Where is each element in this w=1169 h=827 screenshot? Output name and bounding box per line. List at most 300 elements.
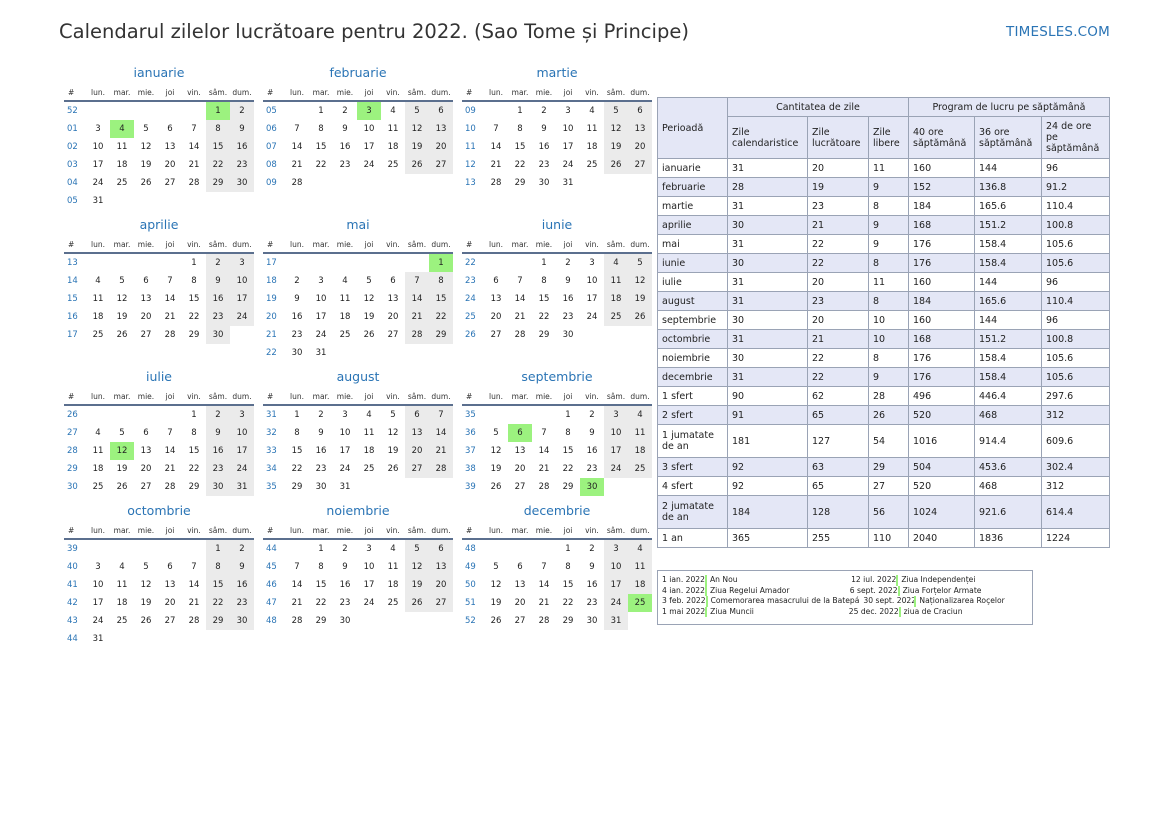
day-cell: [134, 192, 158, 210]
value-cell: 160: [909, 159, 975, 178]
week-number: 28: [67, 446, 78, 456]
value-cell: 9: [869, 178, 909, 197]
month-grid: [462, 236, 652, 344]
day-cell: [429, 612, 453, 630]
summary-row: [658, 311, 1110, 330]
weekday-header: sâm.: [405, 84, 429, 102]
week-number: 13: [67, 258, 78, 268]
week-number: 48: [266, 616, 277, 626]
value-cell: 22: [808, 368, 869, 387]
weekday-header: joi: [556, 388, 580, 406]
value-cell: 151.2: [975, 216, 1042, 235]
day-cell: 4: [366, 410, 372, 420]
weekday-header: lun.: [86, 388, 110, 406]
month-grid: [263, 236, 453, 362]
day-cell: [333, 174, 357, 192]
week-number-header: #: [263, 388, 285, 406]
day-cell: 18: [92, 312, 104, 322]
value-cell: 20: [808, 273, 869, 292]
summary-row: [658, 349, 1110, 368]
value-cell: 1836: [975, 529, 1042, 548]
day-cell: [158, 406, 182, 424]
day-cell: 30: [206, 326, 230, 344]
day-cell: 17: [604, 442, 628, 460]
day-cell: 6: [167, 124, 173, 134]
day-cell: 29: [188, 482, 200, 492]
day-cell: 14: [164, 446, 176, 456]
period-cell: 2 sfert: [658, 406, 728, 425]
value-cell: 20: [808, 311, 869, 330]
day-cell: 22: [538, 312, 550, 322]
week-number-header: #: [64, 236, 86, 254]
value-cell: 91: [728, 406, 808, 425]
day-cell: [110, 192, 134, 210]
day-cell: 15: [429, 290, 453, 308]
weekday-header: vin.: [381, 236, 405, 254]
month-calendar: [462, 217, 652, 344]
month-name: noiembrie: [326, 503, 390, 518]
value-cell: 158.4: [975, 254, 1042, 273]
day-cell: 3: [95, 124, 101, 134]
day-cell: 17: [363, 580, 375, 590]
day-cell: 8: [191, 276, 197, 286]
days-group-header: Cantitatea de zile: [728, 98, 909, 117]
day-cell: 2: [589, 544, 595, 554]
hours-group-header: Program de lucru pe săptămână: [909, 98, 1110, 117]
day-cell: 16: [206, 442, 230, 460]
value-cell: 28: [869, 387, 909, 406]
day-cell: 19: [628, 290, 652, 308]
day-cell: 24: [363, 160, 375, 170]
day-cell: 7: [405, 272, 429, 290]
day-cell: 26: [490, 482, 502, 492]
day-cell: 2: [230, 102, 254, 120]
day-cell: 2: [342, 106, 348, 116]
value-cell: 30: [728, 349, 808, 368]
weekday-header: mie.: [134, 84, 158, 102]
day-cell: [532, 540, 556, 558]
weekday-header: sâm.: [604, 522, 628, 540]
day-cell: 8: [429, 272, 453, 290]
day-cell: 26: [116, 330, 128, 340]
day-cell: [230, 630, 254, 648]
period-cell: martie: [658, 197, 728, 216]
holiday-name: Comemorarea masacrului de la Batepá: [706, 596, 860, 607]
day-cell: 2: [294, 276, 300, 286]
value-cell: 31: [728, 235, 808, 254]
day-cell: 29: [562, 482, 574, 492]
day-cell: 8: [517, 124, 523, 134]
day-cell: 14: [291, 142, 303, 152]
day-cell: 13: [490, 294, 502, 304]
day-cell: 2: [206, 406, 230, 424]
day-cell: 23: [230, 594, 254, 612]
legend-row: [662, 586, 1028, 597]
day-cell: 19: [405, 576, 429, 594]
week-number-header: #: [462, 236, 484, 254]
value-cell: 11: [869, 273, 909, 292]
day-cell: 6: [493, 276, 499, 286]
day-cell: 8: [191, 428, 197, 438]
weekday-header: mie.: [532, 84, 556, 102]
value-cell: 62: [808, 387, 869, 406]
weekday-header: joi: [158, 236, 182, 254]
day-cell: [86, 254, 110, 272]
month-calendar: [64, 217, 254, 344]
day-cell: [285, 254, 309, 272]
weekday-header: vin.: [381, 84, 405, 102]
value-cell: 21: [808, 216, 869, 235]
value-cell: 520: [909, 477, 975, 496]
day-cell: 16: [339, 580, 351, 590]
day-cell: 4: [589, 106, 595, 116]
value-cell: 105.6: [1042, 349, 1110, 368]
week-number: 02: [67, 142, 78, 152]
day-cell: 24: [230, 308, 254, 326]
month-calendar: [263, 503, 453, 630]
month-calendar: [263, 369, 453, 496]
value-cell: 160: [909, 273, 975, 292]
weekday-header: joi: [357, 388, 381, 406]
month-grid: [462, 84, 652, 192]
value-cell: 151.2: [975, 330, 1042, 349]
day-cell: 28: [429, 460, 453, 478]
day-cell: 20: [628, 138, 652, 156]
day-cell: [333, 254, 357, 272]
day-cell: [206, 192, 230, 210]
day-cell: 12: [405, 558, 429, 576]
day-cell: 4: [390, 106, 396, 116]
day-cell: [357, 254, 381, 272]
value-cell: 8: [869, 197, 909, 216]
value-cell: 128: [808, 496, 869, 529]
day-cell: 12: [110, 442, 134, 460]
weekday-header: mar.: [309, 84, 333, 102]
holiday-date: 25 dec. 2022: [848, 606, 899, 616]
value-cell: 96: [1042, 311, 1110, 330]
day-cell: 4: [119, 562, 125, 572]
weekday-header: dum.: [230, 236, 254, 254]
day-cell: 6: [143, 276, 149, 286]
value-cell: 914.4: [975, 425, 1042, 458]
summary-row: [658, 216, 1110, 235]
day-cell: [580, 326, 604, 344]
day-cell: 11: [387, 562, 399, 572]
period-cell: august: [658, 292, 728, 311]
weekday-header: sâm.: [206, 522, 230, 540]
day-cell: 25: [363, 464, 375, 474]
day-cell: 29: [315, 616, 327, 626]
value-cell: 105.6: [1042, 235, 1110, 254]
week-number: 18: [266, 276, 277, 286]
day-cell: 24: [230, 460, 254, 478]
day-cell: 16: [339, 142, 351, 152]
day-cell: 8: [294, 428, 300, 438]
week-number: 05: [266, 106, 277, 116]
value-cell: 30: [728, 216, 808, 235]
day-cell: [110, 406, 134, 424]
weekday-header: vin.: [580, 388, 604, 406]
weekday-header: vin.: [381, 522, 405, 540]
weekday-header: dum.: [230, 388, 254, 406]
summary-row: [658, 387, 1110, 406]
value-cell: 312: [1042, 406, 1110, 425]
day-cell: 1: [206, 540, 230, 558]
day-cell: 22: [188, 312, 200, 322]
week-number: 44: [266, 544, 277, 554]
day-cell: [484, 540, 508, 558]
day-cell: 12: [604, 120, 628, 138]
day-cell: [508, 406, 532, 424]
day-cell: 7: [541, 428, 547, 438]
value-cell: 30: [728, 311, 808, 330]
day-cell: 31: [92, 634, 104, 644]
value-cell: 1224: [1042, 529, 1110, 548]
day-cell: 20: [429, 138, 453, 156]
summary-table: [657, 97, 1110, 548]
day-cell: 8: [565, 562, 571, 572]
month-calendar: [64, 503, 254, 648]
day-cell: 10: [92, 142, 104, 152]
period-cell: 4 sfert: [658, 477, 728, 496]
day-cell: [405, 254, 429, 272]
day-cell: 19: [490, 464, 502, 474]
weekday-header: mie.: [333, 522, 357, 540]
week-number-header: #: [462, 388, 484, 406]
value-cell: 31: [728, 292, 808, 311]
weekday-header: dum.: [230, 84, 254, 102]
weekday-header: dum.: [429, 84, 453, 102]
day-cell: 31: [92, 196, 104, 206]
value-cell: 10: [869, 311, 909, 330]
weekday-header: lun.: [285, 522, 309, 540]
day-cell: 2: [541, 106, 547, 116]
day-cell: 19: [363, 312, 375, 322]
day-cell: 17: [315, 312, 327, 322]
day-cell: 12: [490, 446, 502, 456]
day-cell: 24: [92, 616, 104, 626]
day-cell: [110, 254, 134, 272]
day-cell: [158, 192, 182, 210]
value-cell: 56: [869, 496, 909, 529]
day-cell: 13: [164, 580, 176, 590]
summary-row: [658, 458, 1110, 477]
day-cell: 3: [95, 562, 101, 572]
day-cell: 19: [140, 598, 152, 608]
day-cell: 30: [562, 330, 574, 340]
day-cell: 13: [628, 120, 652, 138]
week-number: 41: [67, 580, 78, 590]
day-cell: 7: [294, 124, 300, 134]
value-cell: 92: [728, 458, 808, 477]
day-cell: 25: [116, 616, 128, 626]
day-cell: [158, 540, 182, 558]
day-cell: [309, 174, 333, 192]
day-cell: 7: [517, 276, 523, 286]
day-cell: 11: [363, 428, 375, 438]
day-cell: 5: [143, 124, 149, 134]
weekday-header: vin.: [580, 84, 604, 102]
day-cell: 15: [514, 142, 526, 152]
weekday-header: lun.: [285, 236, 309, 254]
day-cell: 31: [604, 612, 628, 630]
legend-row: [662, 575, 1028, 586]
day-cell: 11: [604, 272, 628, 290]
weekday-header: mie.: [532, 522, 556, 540]
period-cell: septembrie: [658, 311, 728, 330]
weekday-header: dum.: [628, 84, 652, 102]
day-cell: 27: [140, 482, 152, 492]
day-cell: 3: [366, 544, 372, 554]
weekday-header: joi: [556, 84, 580, 102]
brand-link[interactable]: TIMESLES.COM: [1006, 24, 1110, 40]
value-cell: 312: [1042, 477, 1110, 496]
day-cell: 5: [405, 102, 429, 120]
weekday-header: mar.: [110, 84, 134, 102]
day-cell: 18: [628, 576, 652, 594]
day-cell: 28: [188, 616, 200, 626]
day-cell: 25: [586, 160, 598, 170]
week-number: 07: [266, 142, 277, 152]
day-cell: 12: [116, 294, 128, 304]
holiday-date: 3 feb. 2022: [662, 596, 706, 605]
period-cell: 1 sfert: [658, 387, 728, 406]
value-cell: 65: [808, 406, 869, 425]
day-cell: 25: [339, 330, 351, 340]
col-header-free-days: Zile libere: [869, 117, 909, 159]
holiday-date: 4 ian. 2022: [662, 585, 705, 595]
weekday-header: vin.: [580, 522, 604, 540]
week-number: 06: [266, 124, 277, 134]
day-cell: 26: [405, 594, 429, 612]
weekday-header: dum.: [628, 236, 652, 254]
day-cell: 21: [490, 160, 502, 170]
day-cell: 24: [586, 312, 598, 322]
day-cell: 7: [191, 124, 197, 134]
day-cell: 27: [429, 156, 453, 174]
weekday-header: mar.: [508, 388, 532, 406]
value-cell: 184: [909, 292, 975, 311]
value-cell: 27: [869, 477, 909, 496]
day-cell: 11: [628, 424, 652, 442]
week-number: 23: [465, 276, 476, 286]
day-cell: 5: [119, 276, 125, 286]
day-cell: 25: [387, 598, 399, 608]
week-number: 10: [465, 124, 476, 134]
month-calendar: [462, 369, 652, 496]
summary-row: [658, 529, 1110, 548]
day-cell: 9: [342, 124, 348, 134]
value-cell: 2040: [909, 529, 975, 548]
summary-row: [658, 368, 1110, 387]
day-cell: 29: [538, 330, 550, 340]
summary-row: [658, 477, 1110, 496]
week-number: 05: [67, 196, 78, 206]
day-cell: 27: [490, 330, 502, 340]
month-grid: [462, 522, 652, 630]
day-cell: 4: [95, 276, 101, 286]
day-cell: 12: [405, 120, 429, 138]
day-cell: 30: [315, 482, 327, 492]
day-cell: 24: [604, 460, 628, 478]
day-cell: [604, 478, 628, 496]
weekday-header: mar.: [309, 388, 333, 406]
month-calendar: [263, 65, 453, 192]
day-cell: [86, 540, 110, 558]
day-cell: 22: [206, 594, 230, 612]
week-number: 24: [465, 294, 476, 304]
summary-row: [658, 406, 1110, 425]
month-name: septembrie: [521, 369, 593, 384]
day-cell: 14: [188, 580, 200, 590]
day-cell: 1: [191, 258, 197, 268]
week-number: 15: [67, 294, 78, 304]
summary-row: [658, 178, 1110, 197]
day-cell: 9: [342, 562, 348, 572]
day-cell: 13: [514, 580, 526, 590]
value-cell: 160: [909, 311, 975, 330]
value-cell: 168: [909, 216, 975, 235]
day-cell: 9: [589, 428, 595, 438]
day-cell: [309, 254, 333, 272]
value-cell: 31: [728, 159, 808, 178]
day-cell: 2: [206, 254, 230, 272]
col-header-24h: 24 de ore pe săptămână: [1042, 117, 1110, 159]
day-cell: 6: [405, 406, 429, 424]
day-cell: 21: [164, 312, 176, 322]
week-number: 38: [465, 464, 476, 474]
day-cell: 17: [230, 442, 254, 460]
week-number-header: #: [263, 236, 285, 254]
period-cell: 2 jumatate de an: [658, 496, 728, 529]
day-cell: 3: [357, 102, 381, 120]
week-number: 09: [465, 106, 476, 116]
weekday-header: joi: [357, 236, 381, 254]
week-number: 31: [266, 410, 277, 420]
day-cell: 17: [604, 576, 628, 594]
weekday-header: lun.: [484, 84, 508, 102]
legend-row: [662, 607, 1028, 618]
day-cell: 3: [230, 406, 254, 424]
holiday-date: 1 mai 2022: [662, 606, 706, 616]
value-cell: 127: [808, 425, 869, 458]
holiday-name: An Nou: [705, 575, 847, 586]
day-cell: 14: [188, 142, 200, 152]
day-cell: 13: [429, 120, 453, 138]
day-cell: 17: [562, 142, 574, 152]
week-number: 35: [266, 482, 277, 492]
day-cell: 25: [116, 178, 128, 188]
day-cell: 18: [92, 464, 104, 474]
summary-row: [658, 292, 1110, 311]
day-cell: [357, 612, 381, 630]
day-cell: 8: [206, 558, 230, 576]
day-cell: [508, 540, 532, 558]
day-cell: 24: [562, 160, 574, 170]
value-cell: 28: [728, 178, 808, 197]
day-cell: 1: [565, 544, 571, 554]
weekday-header: lun.: [86, 522, 110, 540]
week-number: 20: [266, 312, 277, 322]
value-cell: 65: [808, 477, 869, 496]
day-cell: 9: [565, 276, 571, 286]
day-cell: 14: [429, 424, 453, 442]
weekday-header: vin.: [381, 388, 405, 406]
day-cell: [86, 406, 110, 424]
day-cell: [285, 102, 309, 120]
day-cell: 22: [188, 464, 200, 474]
week-number: 17: [266, 258, 277, 268]
